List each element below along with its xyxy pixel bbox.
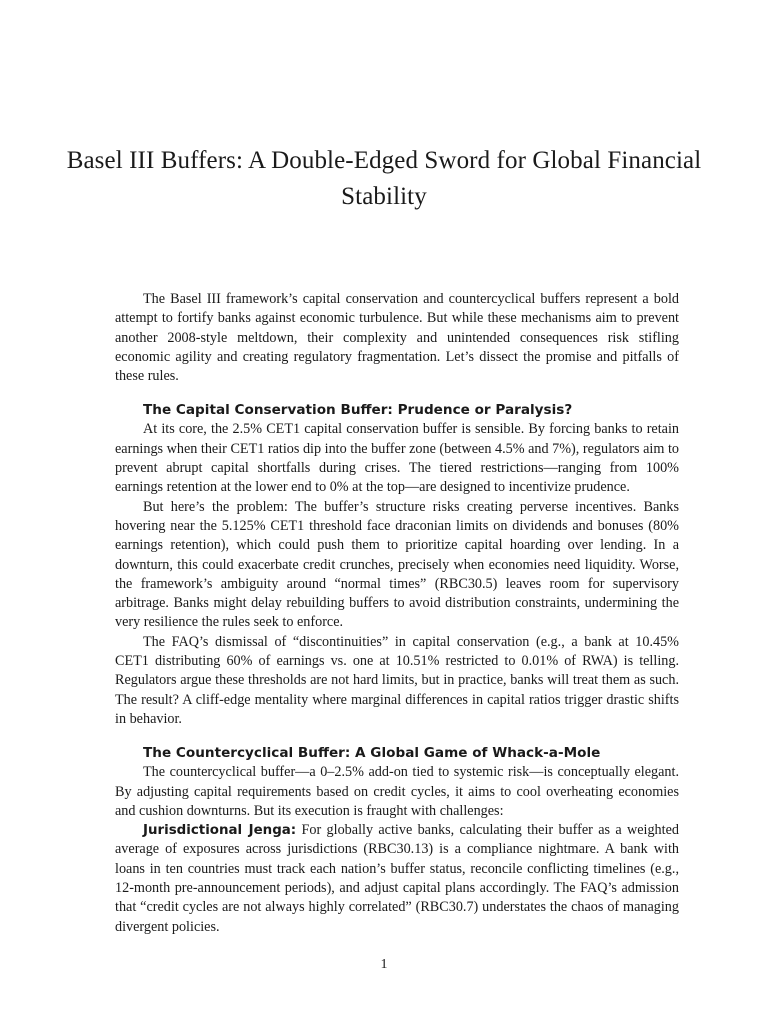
run-in-label: Jurisdictional Jenga: — [143, 823, 297, 839]
section-heading-capital-conservation: The Capital Conservation Buffer: Prudence or Paralysis? — [143, 402, 573, 419]
paper-body — [115, 290, 679, 937]
paragraph: The FAQ’s dismissal of “discontinuities” in capital conservation (e.g., a bank at 10.45% CET1 distributing 60% of earnings vs. one at 10.51% restricted to 0.01% of RWA) is telling. Regulators argue these thresholds are not hard limits, but in practice, banks will treat them as such. The result? A cliff-edge mentality where marginal differences in capital ratios trigger drastic shifts in behavior. — [115, 633, 679, 727]
run-in-paragraph — [115, 821, 679, 937]
run-in-text: For globally active banks, calculating their buffer as a weighted average of exposures across jurisdictions (RBC30.13) is a compliance nightmare. A bank with loans in ten countries must track each nation’s buffer status, reconcile conflicting timelines (e.g., 12-month pre-announcement periods), and adjust capital plans accordingly. The FAQ’s admission that “credit cycles are not always highly correlated” (RBC30.7) understates the chaos of managing divergent policies. — [115, 822, 679, 935]
paragraph: At its core, the 2.5% CET1 capital conservation buffer is sensible. By forcing banks to retain earnings when their CET1 ratios dip into the buffer zone (between 4.5% and 7%), regulators aim to prevent abrupt capital shortfalls during crises. The tiered restrictions—ranging from 100% earnings retention at the lower end to 0% at the top—are designed to incentivize prudence. — [115, 421, 679, 496]
paragraph: The countercyclical buffer—a 0–2.5% add-on tied to systemic risk—is conceptually elegant. By adjusting capital requirements based on credit cycles, it aims to cool overheating economies and cushion downturns. But its execution is fraught with challenges: — [115, 764, 679, 819]
section-heading-countercyclical: The Countercyclical Buffer: A Global Game of Whack-a-Mole — [143, 745, 601, 762]
page-number: 1 — [380, 957, 388, 972]
paragraph: But here’s the problem: The buffer’s structure risks creating perverse incentives. Banks hovering near the 5.125% CET1 threshold face draconian limits on dividends and bonuses (80% earnings retention), which could push them to prioritize capital hoarding over lending. In a downturn, this could exacerbate credit crunches, precisely when economies need liquidity. Worse, the framework’s ambiguity around “normal times” (RBC30.5) leaves room for supervisory arbitrage. Banks might delay rebuilding buffers to avoid distribution constraints, undermining the very resilience the rules seek to enforce. — [115, 498, 679, 631]
intro-paragraph: The Basel III framework’s capital conservation and countercyclical buffers represent a bold attempt to fortify banks against economic turbulence. But while these mechanisms aim to prevent another 2008-style meltdown, their complexity and unintended consequences risk stifling economic agility and creating regulatory fragmentation. Let’s dissect the promise and pitfalls of these rules. — [115, 291, 679, 385]
paper-title: Basel III Buffers: A Double-Edged Sword for Global Financial Stability — [66, 147, 702, 210]
